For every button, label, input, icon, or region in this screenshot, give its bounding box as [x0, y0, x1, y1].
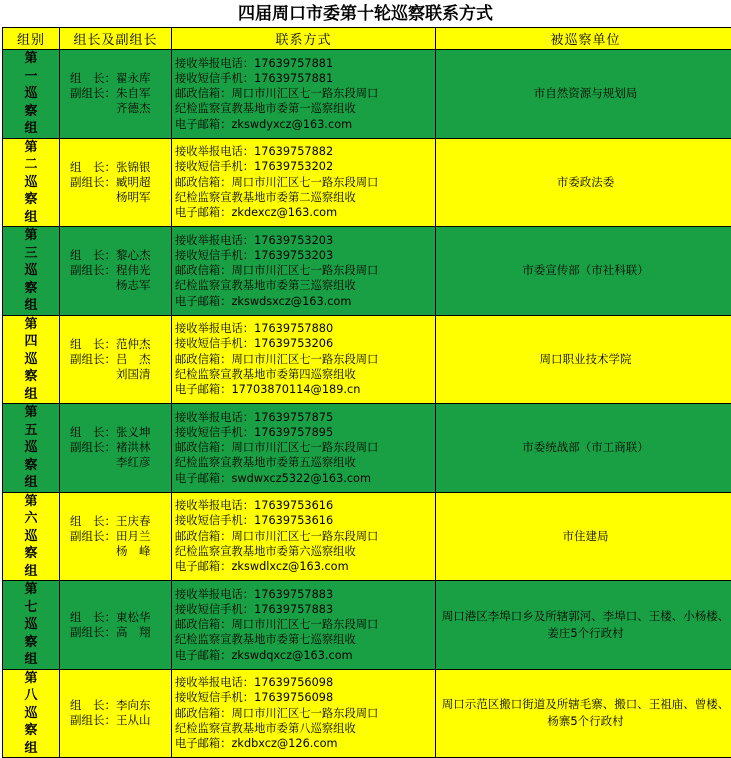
contact-line: 邮政信箱：周口市川汇区七一路东段周口 — [175, 617, 435, 632]
contact-line: 接收举报电话：17639757880 — [175, 321, 435, 336]
table-row — [3, 315, 731, 404]
unit-cell[interactable]: 市委政法委 — [436, 138, 731, 227]
contact-line: 接收短信手机：17639753202 — [175, 159, 435, 174]
leaders-cell[interactable]: 组 长：李向东 副组长：王从山 — [60, 669, 172, 758]
header-row — [3, 28, 731, 50]
leaders-cell[interactable]: 组 长：王庆春 副组长：田月兰 杨 峰 — [60, 492, 172, 581]
contact-line: 接收短信手机：17639756098 — [175, 690, 435, 705]
group-name: 第三巡察组 — [24, 227, 38, 315]
contact-line: 邮政信箱：周口市川汇区七一路东段周口 — [175, 529, 435, 544]
contact-cell[interactable] — [172, 315, 436, 404]
contact-line: 邮政信箱：周口市川汇区七一路东段周口 — [175, 706, 435, 721]
leaders-cell[interactable]: 组 长：翟永库 副组长：朱自军 齐德杰 — [60, 50, 172, 139]
contact-line: 纪检监察宣教基地市委第七巡察组收 — [175, 632, 435, 647]
contact-line: 接收短信手机：17639753203 — [175, 248, 435, 263]
group-name: 第五巡察组 — [24, 404, 38, 492]
unit-cell[interactable]: 市委宣传部（市社科联） — [436, 227, 731, 316]
table-row — [3, 138, 731, 227]
contact-line: 邮政信箱：周口市川汇区七一路东段周口 — [175, 263, 435, 278]
contact-line: 接收举报电话：17639757881 — [175, 56, 435, 71]
contact-cell[interactable] — [172, 138, 436, 227]
unit-cell[interactable]: 市住建局 — [436, 492, 731, 581]
leaders-cell[interactable]: 组 长：黎心杰 副组长：程伟光 杨志军 — [60, 227, 172, 316]
contact-line: 接收举报电话：17639753203 — [175, 233, 435, 248]
contact-line: 电子邮箱：zkswdsxcz@163.com — [175, 294, 435, 309]
contact-line: 电子邮箱：zkdbxcz@126.com — [175, 736, 435, 751]
contact-cell[interactable] — [172, 404, 436, 493]
group-cell[interactable] — [3, 492, 60, 581]
sheet-title: 四届周口市委第十轮巡察联系方式 — [0, 0, 731, 27]
contact-line: 纪检监察宣教基地市委第二巡察组收 — [175, 190, 435, 205]
group-cell[interactable] — [3, 404, 60, 493]
group-name: 第七巡察组 — [24, 581, 38, 669]
contact-line: 接收举报电话：17639757882 — [175, 144, 435, 159]
contact-line: 纪检监察宣教基地市委第一巡察组收 — [175, 101, 435, 116]
contact-line: 电子邮箱：17703870114@189.cn — [175, 382, 435, 397]
contact-line: 接收举报电话：17639757875 — [175, 410, 435, 425]
group-cell[interactable] — [3, 315, 60, 404]
header-leaders[interactable]: 组长及副组长 — [60, 28, 172, 50]
contact-line: 电子邮箱：zkswdqxcz@163.com — [175, 648, 435, 663]
contact-line: 邮政信箱：周口市川汇区七一路东段周口 — [175, 440, 435, 455]
contact-line: 电子邮箱：zkswdyxcz@163.com — [175, 117, 435, 132]
group-cell[interactable] — [3, 50, 60, 139]
group-cell[interactable] — [3, 669, 60, 758]
table-row — [3, 50, 731, 139]
contact-line: 邮政信箱：周口市川汇区七一路东段周口 — [175, 175, 435, 190]
group-cell[interactable] — [3, 138, 60, 227]
leaders-cell[interactable]: 组 长：東松华 副组长：高 翔 — [60, 581, 172, 670]
contact-cell[interactable] — [172, 669, 436, 758]
contact-line: 接收短信手机：17639757883 — [175, 602, 435, 617]
contact-line: 纪检监察宣教基地市委第八巡察组收 — [175, 721, 435, 736]
contact-line: 纪检监察宣教基地市委第五巡察组收 — [175, 455, 435, 470]
table-row — [3, 581, 731, 670]
contact-cell[interactable] — [172, 227, 436, 316]
header-group[interactable]: 组别 — [3, 28, 60, 50]
contact-cell[interactable] — [172, 492, 436, 581]
unit-cell[interactable]: 市委统战部（市工商联） — [436, 404, 731, 493]
header-unit[interactable]: 被巡察单位 — [436, 28, 731, 50]
contact-line: 接收举报电话：17639753616 — [175, 498, 435, 513]
contact-line: 接收短信手机：17639757881 — [175, 71, 435, 86]
group-name: 第一巡察组 — [24, 50, 38, 138]
leaders-cell[interactable]: 组 长：张锦银 副组长：臧明超 杨明军 — [60, 138, 172, 227]
contact-cell[interactable] — [172, 581, 436, 670]
group-name: 第二巡察组 — [24, 139, 38, 227]
unit-cell[interactable]: 周口示范区搬口街道及所辖毛寨、搬口、王祖庙、曾楼、杨寨5个行政村 — [436, 669, 731, 758]
contact-line: 邮政信箱：周口市川汇区七一路东段周口 — [175, 86, 435, 101]
contact-line: 接收举报电话：17639756098 — [175, 675, 435, 690]
contact-line: 接收短信手机：17639753616 — [175, 513, 435, 528]
contact-line: 电子邮箱：swdwxcz5322@163.com — [175, 471, 435, 486]
leaders-cell[interactable]: 组 长：范仲杰 副组长：吕 杰 刘国清 — [60, 315, 172, 404]
unit-cell[interactable]: 市自然资源与规划局 — [436, 50, 731, 139]
contact-line: 接收短信手机：17639757895 — [175, 425, 435, 440]
contact-line: 电子邮箱：zkdexcz@163.com — [175, 205, 435, 220]
table-row — [3, 669, 731, 758]
table-row — [3, 404, 731, 493]
group-cell[interactable] — [3, 227, 60, 316]
leaders-cell[interactable]: 组 长：张义坤 副组长：褚洪林 李红彦 — [60, 404, 172, 493]
contact-line: 纪检监察宣教基地市委第六巡察组收 — [175, 544, 435, 559]
contact-line: 纪检监察宣教基地市委第四巡察组收 — [175, 367, 435, 382]
group-name: 第四巡察组 — [24, 316, 38, 404]
table-row — [3, 227, 731, 316]
contact-line: 接收举报电话：17639757883 — [175, 587, 435, 602]
contact-line: 邮政信箱：周口市川汇区七一路东段周口 — [175, 352, 435, 367]
unit-cell[interactable]: 周口职业技术学院 — [436, 315, 731, 404]
contact-table — [2, 27, 731, 758]
header-contact[interactable]: 联系方式 — [172, 28, 436, 50]
unit-cell[interactable]: 周口港区李埠口乡及所辖郭河、李埠口、王楼、小杨楼、姜庄5个行政村 — [436, 581, 731, 670]
group-name: 第六巡察组 — [24, 493, 38, 581]
table-row — [3, 492, 731, 581]
contact-line: 接收短信手机：17639753206 — [175, 336, 435, 351]
contact-line: 电子邮箱：zkswdlxcz@163.com — [175, 559, 435, 574]
group-cell[interactable] — [3, 581, 60, 670]
group-name: 第八巡察组 — [24, 670, 38, 758]
contact-cell[interactable] — [172, 50, 436, 139]
contact-line: 纪检监察宣教基地市委第三巡察组收 — [175, 278, 435, 293]
